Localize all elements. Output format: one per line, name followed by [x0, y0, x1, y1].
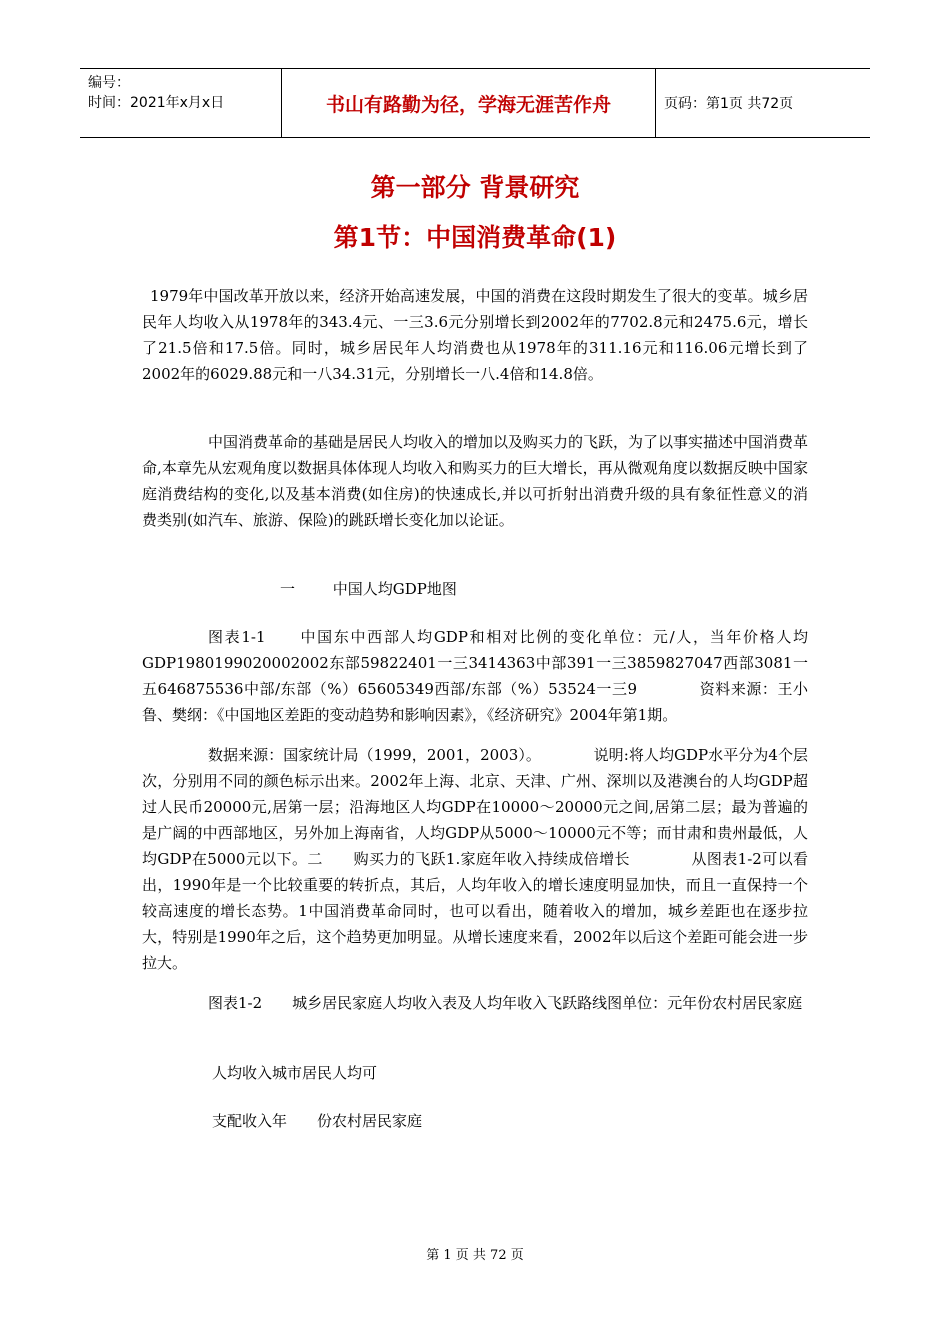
page-footer: 第 1 页 共 72 页	[426, 1248, 524, 1263]
table-caption-line-2: 支配收入年 份农村居民家庭	[212, 1112, 423, 1130]
paragraph-data-source: 数据来源：国家统计局（1999，2001，2003）。 说明:将人均GDP水平分为4个层次，分别用不同的颜色标示出来。2002年上海、北京、天津、广州、深圳以及港澳台的人均GDP超过人民币20000元,居第一层；沿海地区人均GDP在10000～20000元之间,居第二层；最为普遍的是广阔的中西部地区，另外加上海南省，人均GDP从5000～10000元不等；而甘肃和贵州最低，人均GDP在5000元以下。二 购买力的飞跃1.家庭年收入持续成倍增长 从图表1-2可以看出，1990年是一个比较重要的转折点，其后，人均年收入的增长速度明显加快，而且一直保持一个较高速度的增长态势。1中国消费革命同时，也可以看出，随着收入的增加，城乡差距也在逐步拉大，特别是1990年之后，这个趋势更加明显。从增长速度来看，2002年以后这个差距可能会进一步拉大。	[142, 746, 808, 972]
part-title: 第一部分 背景研究	[370, 173, 580, 202]
document-number-label: 编号：	[88, 75, 130, 91]
document-time-label: 时间：2021年x月x日	[88, 95, 225, 111]
table-caption-line-1: 人均收入城市居民人均可	[212, 1064, 378, 1082]
header-page-info: 页码：第1页 共72页	[664, 96, 794, 112]
paragraph-chart-1-2: 图表1-2 城乡居民家庭人均收入表及人均年收入飞跃路线图单位：元年份农村居民家庭	[208, 994, 803, 1012]
subsection-heading-gdp-map	[280, 576, 680, 602]
paragraph-basis: 中国消费革命的基础是居民人均收入的增加以及购买力的飞跃，为了以事实描述中国消费革命,本章先从宏观角度以数据具体体现人均收入和购买力的巨大增长，再从微观角度以数据反映中国家庭消费结构的变化,以及基本消费(如住房)的快速成长,并以可折射出消费升级的具有象征性意义的消费类别(如汽车、旅游、保险)的跳跃增长变化加以论证。	[142, 433, 809, 529]
header-motto: 书山有路勤为径，学海无涯苦作舟	[282, 69, 656, 137]
page-header	[80, 68, 870, 138]
header-meta	[80, 69, 282, 137]
subsection-title: 中国人均GDP地图	[332, 580, 457, 598]
paragraph-chart-1-1: 图表1-1 中国东中西部人均GDP和相对比例的变化单位：元/人，当年价格人均GDP1980199020002002东部59822401一三3414363中部391一三3859827047西部3081一五646875536中部/东部（%）65605349西部/东部（%）53524一三9 资料来源：王小鲁、樊纲：《中国地区差距的变动趋势和影响因素》，《经济研究》2004年第1期。	[142, 628, 808, 724]
section-title: 第1节：中国消费革命(1)	[333, 223, 617, 252]
paragraph-intro: 1979年中国改革开放以来，经济开始高速发展，中国的消费在这段时期发生了很大的变革。城乡居民年人均收入从1978年的343.4元、一三3.6元分别增长到2002年的7702.8元和2475.6元，增长了21.5倍和17.5倍。同时，城乡居民年人均消费也从1978年的311.16元和116.06元增长到了2002年的6029.88元和一八34.31元，分别增长一八.4倍和14.8倍。	[142, 287, 808, 383]
subsection-number: 一	[280, 580, 296, 598]
